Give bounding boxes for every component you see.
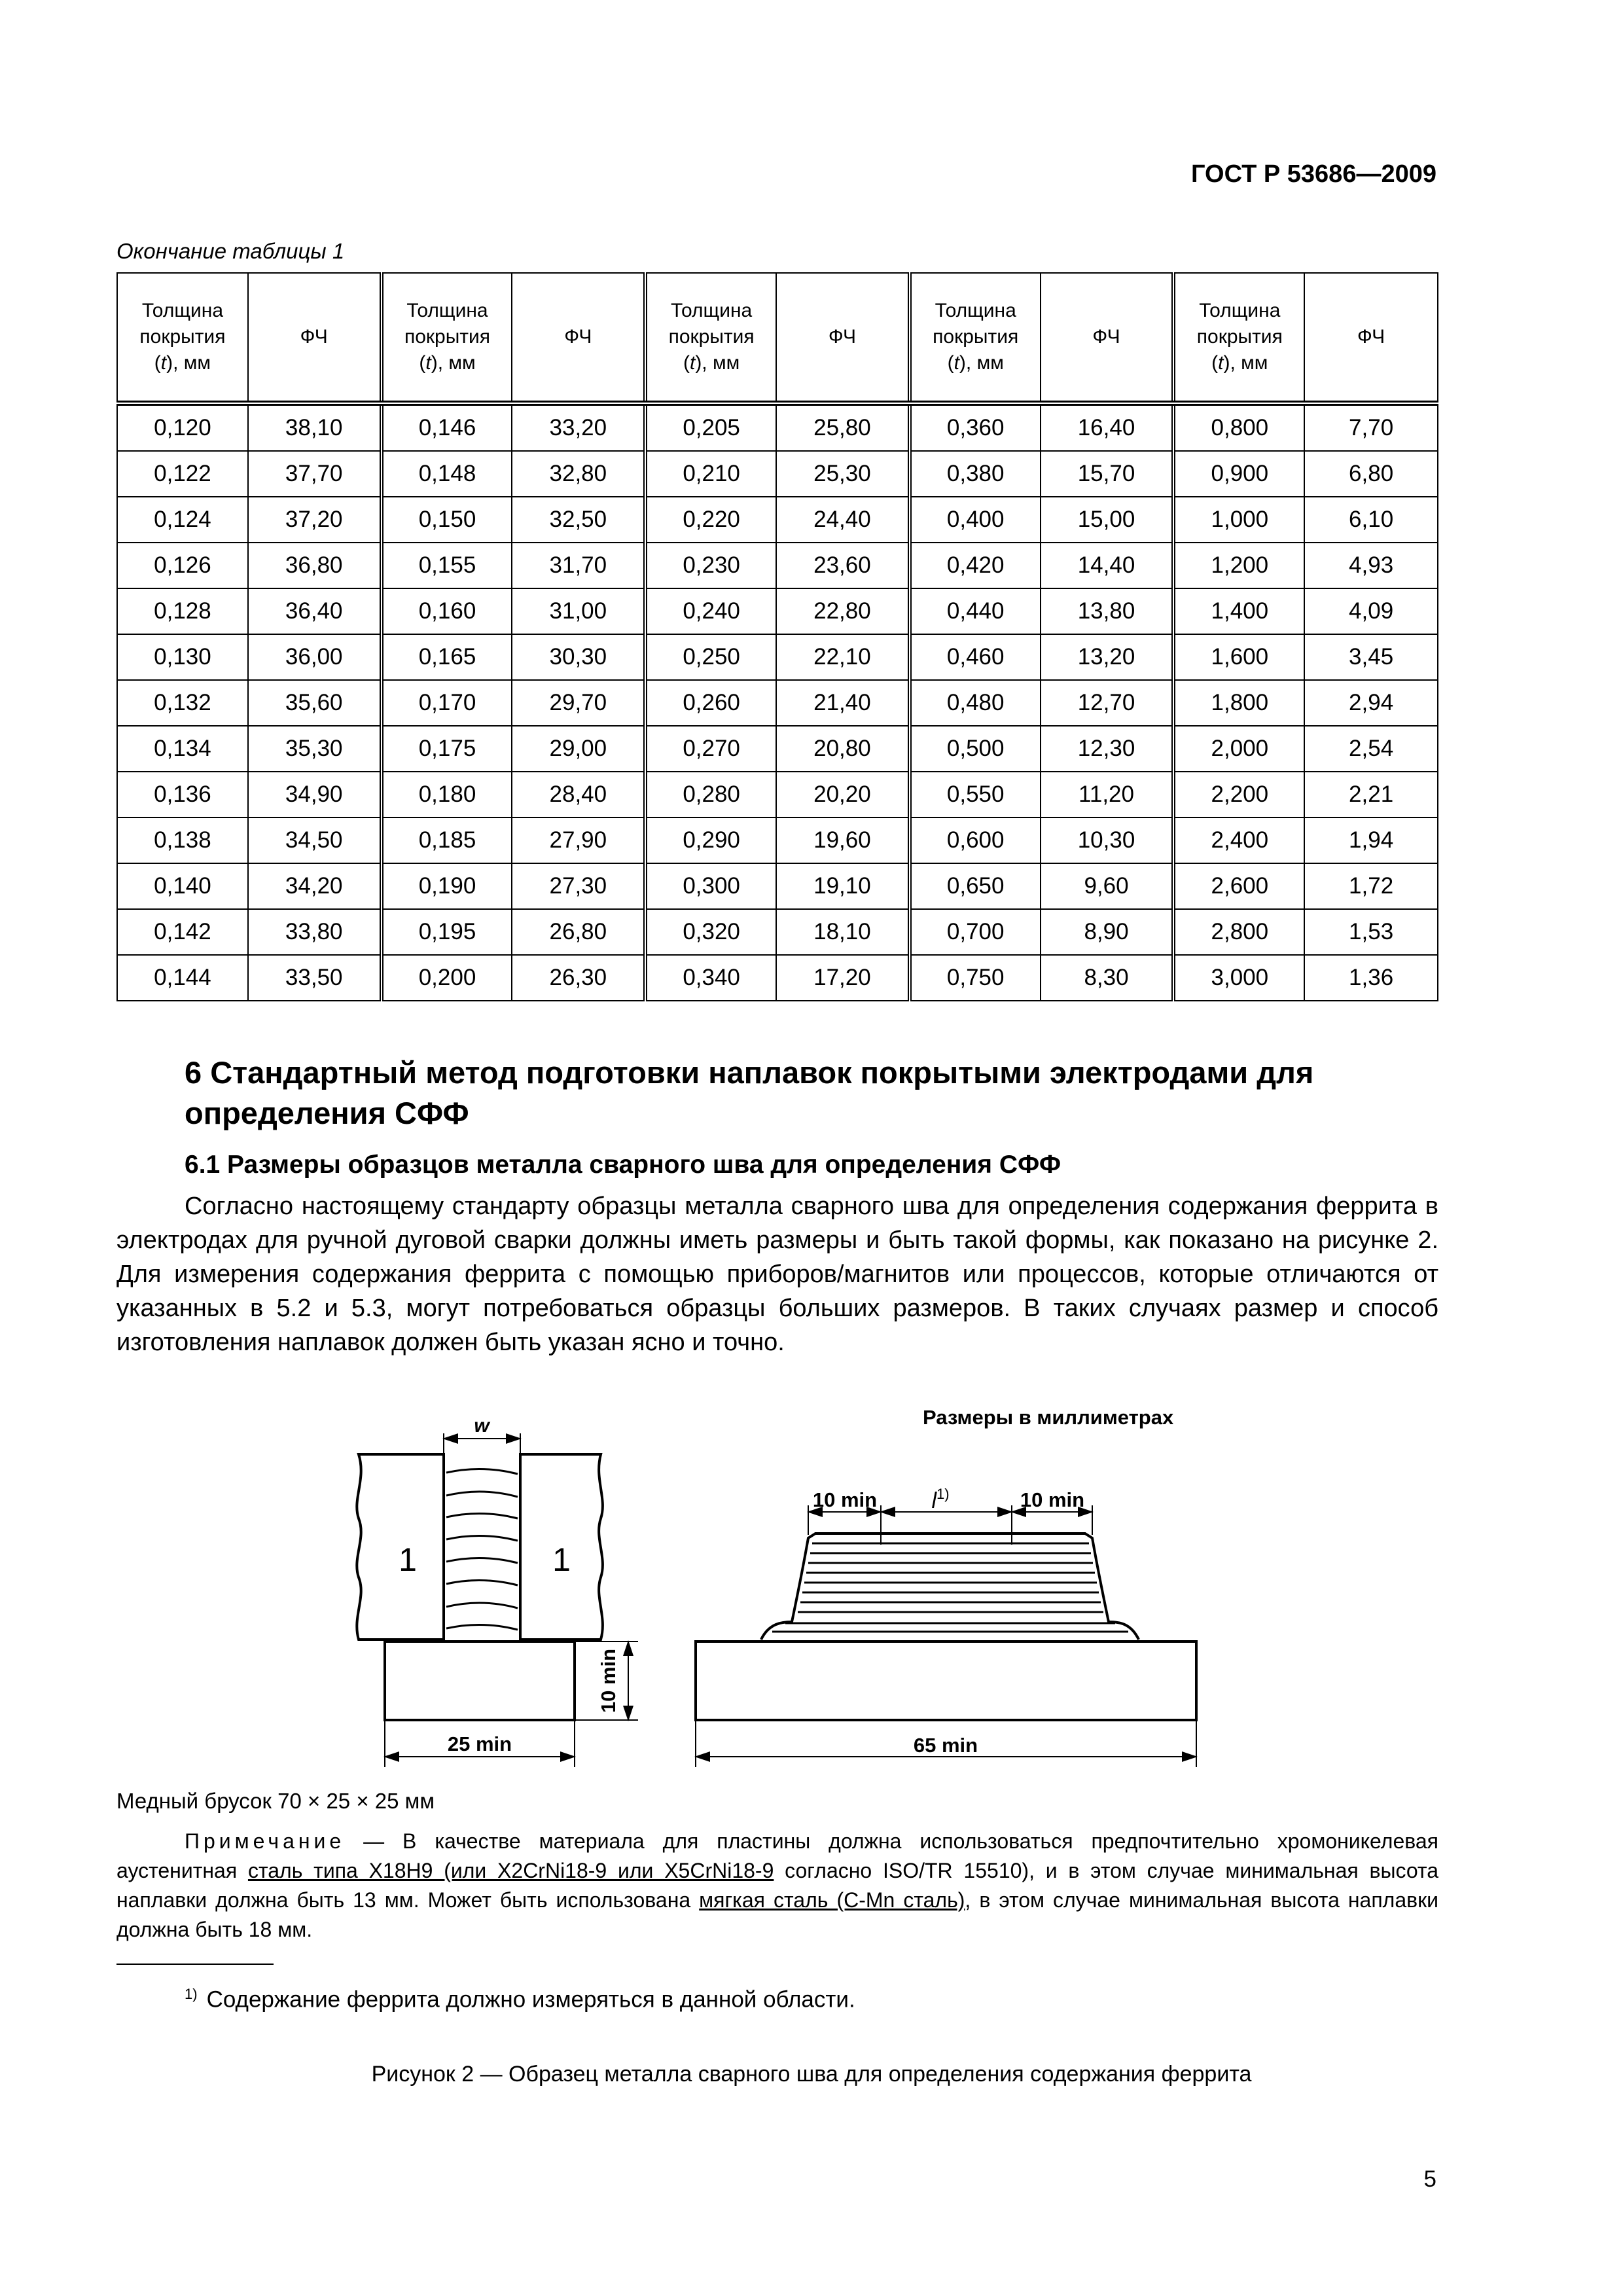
cell-thickness: 0,205 (645, 403, 776, 451)
cell-thickness: 0,360 (910, 403, 1041, 451)
cell-thickness: 0,195 (382, 909, 512, 955)
note-label: Примечание (185, 1829, 346, 1853)
cell-thickness: 0,134 (117, 726, 248, 772)
cell-thickness: 0,122 (117, 451, 248, 497)
note-text-3: , в этом случае минимальная высота наплавки должна быть 18 мм. (116, 1888, 1439, 1941)
label-10min-left: 10 min (812, 1488, 878, 1511)
copper-bar-caption: Медный брусок 70 × 25 × 25 мм (116, 1789, 435, 1813)
table-row (117, 863, 1438, 909)
cell-fn: 2,54 (1304, 726, 1438, 772)
label-65min: 65 min (913, 1734, 978, 1757)
cell-thickness: 0,550 (910, 772, 1041, 817)
label-10min-right: 10 min (1020, 1488, 1085, 1511)
cell-thickness: 0,128 (117, 588, 248, 634)
note-text-1: — В качестве материала для пластины должна использоваться предпочтительно хромоникелевая аустенитная (116, 1829, 1438, 1882)
cell-thickness: 0,500 (910, 726, 1041, 772)
table-row (117, 497, 1438, 543)
cell-thickness: 0,148 (382, 451, 512, 497)
label-w: w (474, 1415, 490, 1437)
cell-fn: 1,36 (1304, 955, 1438, 1001)
table-row (117, 817, 1438, 863)
cell-fn: 27,90 (512, 817, 645, 863)
note-text-2: согласно ISO/TR 15510), и в этом случае минимальная высота наплавки должна быть 13 мм. Может быть использована (116, 1859, 1439, 1912)
cell-fn: 19,60 (776, 817, 910, 863)
cell-fn: 18,10 (776, 909, 910, 955)
cell-fn: 12,30 (1041, 726, 1174, 772)
cell-fn: 22,10 (776, 634, 910, 680)
cell-thickness: 0,750 (910, 955, 1041, 1001)
cell-fn: 4,93 (1304, 543, 1438, 588)
cell-thickness: 0,210 (645, 451, 776, 497)
cell-thickness: 0,900 (1173, 451, 1304, 497)
cell-thickness: 0,420 (910, 543, 1041, 588)
cell-fn: 36,40 (248, 588, 382, 634)
cell-thickness: 0,230 (645, 543, 776, 588)
cell-thickness: 0,190 (382, 863, 512, 909)
header-thickness: Толщина покрытия (t), мм (910, 273, 1041, 403)
cell-thickness: 0,270 (645, 726, 776, 772)
cell-fn: 30,30 (512, 634, 645, 680)
cell-fn: 28,40 (512, 772, 645, 817)
figure-units-note: Размеры в миллиметрах (923, 1406, 1174, 1429)
header-fn: ФЧ (512, 273, 645, 403)
cell-fn: 17,20 (776, 955, 910, 1001)
cell-fn: 15,00 (1041, 497, 1174, 543)
cell-fn: 32,50 (512, 497, 645, 543)
data-table (116, 272, 1438, 1001)
cell-thickness: 0,175 (382, 726, 512, 772)
label-l: $l^{1)}$ (931, 1486, 950, 1513)
cell-fn: 36,80 (248, 543, 382, 588)
cell-fn: 35,30 (248, 726, 382, 772)
section-6-1-heading: 6.1 Размеры образцов металла сварного шва для определения СФФ (185, 1151, 1061, 1179)
table-row (117, 726, 1438, 772)
header-fn: ФЧ (1304, 273, 1438, 403)
cell-fn: 4,09 (1304, 588, 1438, 634)
table-row (117, 680, 1438, 726)
cell-thickness: 0,480 (910, 680, 1041, 726)
cell-fn: 38,10 (248, 403, 382, 451)
cell-fn: 29,00 (512, 726, 645, 772)
table-row (117, 588, 1438, 634)
cell-thickness: 2,000 (1173, 726, 1304, 772)
cell-fn: 2,94 (1304, 680, 1438, 726)
cell-fn: 13,20 (1041, 634, 1174, 680)
section-6-heading: 6 Стандартный метод подготовки наплавок покрытыми электродами для определения СФФ (185, 1055, 1314, 1130)
cell-thickness: 0,140 (117, 863, 248, 909)
header-thickness: Толщина покрытия (t), мм (382, 273, 512, 403)
cell-fn: 23,60 (776, 543, 910, 588)
cell-thickness: 0,400 (910, 497, 1041, 543)
cell-thickness: 2,200 (1173, 772, 1304, 817)
cell-fn: 20,80 (776, 726, 910, 772)
cell-thickness: 0,120 (117, 403, 248, 451)
table-row (117, 451, 1438, 497)
table-header-row (117, 273, 1438, 403)
cell-thickness: 1,400 (1173, 588, 1304, 634)
cell-fn: 34,50 (248, 817, 382, 863)
cell-fn: 12,70 (1041, 680, 1174, 726)
cell-thickness: 0,126 (117, 543, 248, 588)
cell-thickness: 0,142 (117, 909, 248, 955)
cell-thickness: 0,800 (1173, 403, 1304, 451)
figure-caption: Рисунок 2 — Образец металла сварного шва для определения содержания феррита (371, 2062, 1252, 2087)
cell-fn: 6,10 (1304, 497, 1438, 543)
cell-fn: 1,53 (1304, 909, 1438, 955)
cell-thickness: 0,160 (382, 588, 512, 634)
cell-thickness: 0,250 (645, 634, 776, 680)
table-row (117, 403, 1438, 451)
cell-fn: 25,30 (776, 451, 910, 497)
table-row (117, 634, 1438, 680)
cell-thickness: 2,600 (1173, 863, 1304, 909)
cell-fn: 33,80 (248, 909, 382, 955)
figure-2-drawing (327, 1414, 1243, 1780)
cell-thickness: 1,000 (1173, 497, 1304, 543)
cell-thickness: 0,180 (382, 772, 512, 817)
cell-fn: 10,30 (1041, 817, 1174, 863)
footnote-mark: 1) (185, 1986, 198, 2002)
weld-beads (446, 1469, 518, 1630)
copper-bar-left (385, 1641, 575, 1720)
label-25min: 25 min (447, 1732, 512, 1755)
cell-fn: 20,20 (776, 772, 910, 817)
cell-fn: 22,80 (776, 588, 910, 634)
cell-thickness: 0,460 (910, 634, 1041, 680)
cell-fn: 19,10 (776, 863, 910, 909)
page-number: 5 (1423, 2166, 1436, 2192)
cell-fn: 13,80 (1041, 588, 1174, 634)
cell-fn: 1,72 (1304, 863, 1438, 909)
cell-thickness: 0,132 (117, 680, 248, 726)
cell-fn: 33,50 (248, 955, 382, 1001)
label-10min-vertical: 10 min (597, 1648, 620, 1713)
cell-thickness: 0,700 (910, 909, 1041, 955)
label-part-right: 1 (552, 1541, 571, 1578)
cell-fn: 16,40 (1041, 403, 1174, 451)
cell-thickness: 0,650 (910, 863, 1041, 909)
cell-fn: 1,94 (1304, 817, 1438, 863)
cell-thickness: 0,150 (382, 497, 512, 543)
cell-thickness: 0,220 (645, 497, 776, 543)
table-body (117, 403, 1438, 1001)
cell-thickness: 0,200 (382, 955, 512, 1001)
footnote-text: Содержание феррита должно измеряться в данной области. (206, 1986, 855, 2013)
cell-thickness: 0,240 (645, 588, 776, 634)
cell-fn: 15,70 (1041, 451, 1174, 497)
cell-fn: 9,60 (1041, 863, 1174, 909)
section-6-1-paragraph: Согласно настоящему стандарту образцы металла сварного шва для определения содержания феррита в электродах для ручной дуговой сварки должны иметь размеры и быть такой формы, как показано на рисунке 2. Для измерения содержания феррита с помощью приборов/магнитов или процессов, которые отличаются от указанных в 5.2 и 5.3, могут потребоваться образцы больших размеров. В таких случаях размер и способ изготовления наплавок должен быть указан ясно и точно. (116, 1193, 1438, 1356)
cell-fn: 31,00 (512, 588, 645, 634)
cell-thickness: 0,138 (117, 817, 248, 863)
cell-thickness: 0,340 (645, 955, 776, 1001)
cell-thickness: 0,165 (382, 634, 512, 680)
header-thickness: Толщина покрытия (t), мм (117, 273, 248, 403)
header-fn: ФЧ (248, 273, 382, 403)
cell-thickness: 0,440 (910, 588, 1041, 634)
note (116, 1827, 1438, 1945)
cell-fn: 7,70 (1304, 403, 1438, 451)
cell-thickness: 0,260 (645, 680, 776, 726)
cell-fn: 35,60 (248, 680, 382, 726)
cell-fn: 24,40 (776, 497, 910, 543)
cell-thickness: 0,280 (645, 772, 776, 817)
cell-thickness: 0,170 (382, 680, 512, 726)
footnote (185, 1986, 855, 2013)
footnote-rule (116, 1964, 274, 1965)
deposit-layers (772, 1543, 1128, 1632)
table-row (117, 772, 1438, 817)
table-row (117, 955, 1438, 1001)
cell-fn: 8,90 (1041, 909, 1174, 955)
cell-thickness: 2,400 (1173, 817, 1304, 863)
cell-fn: 37,70 (248, 451, 382, 497)
cell-thickness: 1,800 (1173, 680, 1304, 726)
cell-thickness: 0,300 (645, 863, 776, 909)
cell-thickness: 0,380 (910, 451, 1041, 497)
cell-thickness: 1,200 (1173, 543, 1304, 588)
cell-fn: 31,70 (512, 543, 645, 588)
cell-thickness: 3,000 (1173, 955, 1304, 1001)
cell-fn: 26,80 (512, 909, 645, 955)
cell-fn: 37,20 (248, 497, 382, 543)
cell-fn: 11,20 (1041, 772, 1174, 817)
header-fn: ФЧ (1041, 273, 1174, 403)
cell-fn: 3,45 (1304, 634, 1438, 680)
cell-fn: 14,40 (1041, 543, 1174, 588)
cell-fn: 2,21 (1304, 772, 1438, 817)
standard-number: ГОСТ Р 53686—2009 (1191, 160, 1436, 188)
table-row (117, 543, 1438, 588)
table-continuation-label: Окончание таблицы 1 (116, 239, 345, 263)
cell-thickness: 0,155 (382, 543, 512, 588)
header-fn: ФЧ (776, 273, 910, 403)
copper-bar-right (696, 1641, 1196, 1720)
cell-thickness: 0,136 (117, 772, 248, 817)
cell-fn: 8,30 (1041, 955, 1174, 1001)
header-thickness: Толщина покрытия (t), мм (1173, 273, 1304, 403)
header-thickness: Толщина покрытия (t), мм (645, 273, 776, 403)
cell-fn: 26,30 (512, 955, 645, 1001)
cell-fn: 32,80 (512, 451, 645, 497)
cell-fn: 27,30 (512, 863, 645, 909)
cell-thickness: 0,290 (645, 817, 776, 863)
cell-thickness: 0,146 (382, 403, 512, 451)
cell-fn: 34,20 (248, 863, 382, 909)
cell-fn: 25,80 (776, 403, 910, 451)
cell-fn: 29,70 (512, 680, 645, 726)
cell-fn: 33,20 (512, 403, 645, 451)
cell-thickness: 1,600 (1173, 634, 1304, 680)
cell-thickness: 0,130 (117, 634, 248, 680)
cell-fn: 21,40 (776, 680, 910, 726)
cell-fn: 6,80 (1304, 451, 1438, 497)
cell-thickness: 0,185 (382, 817, 512, 863)
cell-fn: 36,00 (248, 634, 382, 680)
cell-thickness: 2,800 (1173, 909, 1304, 955)
cell-thickness: 0,144 (117, 955, 248, 1001)
cell-fn: 34,90 (248, 772, 382, 817)
cell-thickness: 0,124 (117, 497, 248, 543)
label-part-left: 1 (399, 1541, 417, 1578)
note-mild-steel: мягкая сталь (C-Mn сталь) (699, 1888, 965, 1912)
note-steel-grade: сталь типа X18H9 (или X2CrNi18-9 или X5CrNi18-9 (247, 1859, 774, 1882)
table-row (117, 909, 1438, 955)
cell-thickness: 0,320 (645, 909, 776, 955)
cell-thickness: 0,600 (910, 817, 1041, 863)
